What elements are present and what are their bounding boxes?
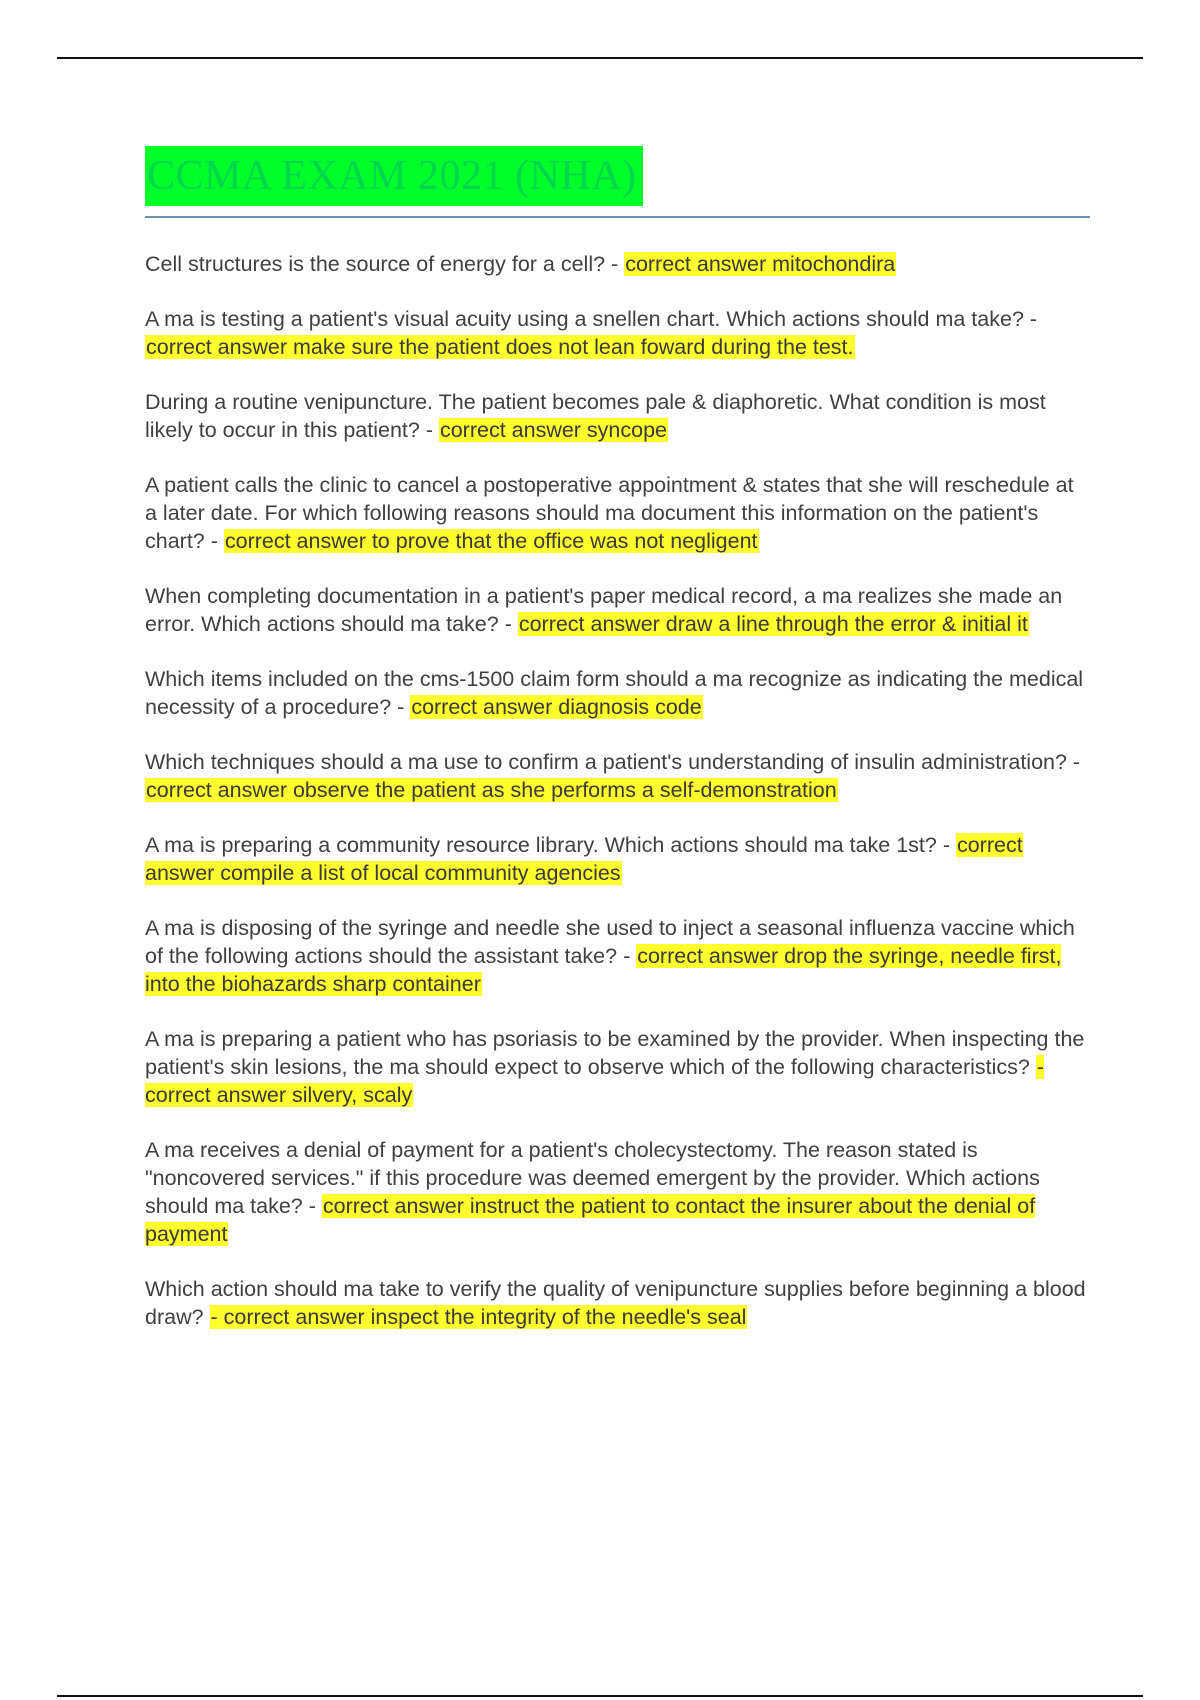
qa-item [145, 1136, 1090, 1248]
qa-item [145, 665, 1090, 721]
qa-item [145, 582, 1090, 638]
answer-highlight: - correct answer inspect the integrity of the needle's seal [210, 1305, 747, 1329]
question-text: Which techniques should a ma use to confirm a patient's understanding of insulin administration? - [145, 750, 1081, 774]
document-title: CCMA EXAM 2021 (NHA) [145, 146, 643, 206]
question-text: Which action should ma take to verify the quality of venipuncture supplies before beginning a blood draw? [145, 1277, 1086, 1329]
answer-highlight: - correct answer silvery, scaly [145, 1055, 1045, 1107]
qa-item [145, 305, 1090, 361]
title-block [145, 146, 1090, 218]
qa-item [145, 1025, 1090, 1109]
qa-item [145, 471, 1090, 555]
answer-highlight: correct answer compile a list of local community agencies [145, 833, 1023, 885]
qa-item [145, 831, 1090, 887]
page-bottom-rule [57, 1695, 1143, 1697]
answer-highlight: correct answer syncope [439, 418, 668, 442]
qa-item [145, 914, 1090, 998]
question-text: Cell structures is the source of energy for a cell? - [145, 252, 625, 276]
question-text: A ma receives a denial of payment for a patient's cholecystectomy. The reason stated is "noncovered services." if this procedure was deemed emergent by the provider. Which actions should ma take? - [145, 1138, 1040, 1218]
question-text: During a routine venipuncture. The patient becomes pale & diaphoretic. What condition is most likely to occur in this patient? - [145, 390, 1046, 442]
qa-item [145, 388, 1090, 444]
answer-highlight: correct answer instruct the patient to contact the insurer about the denial of payment [145, 1194, 1036, 1246]
question-text: A ma is preparing a patient who has psoriasis to be examined by the provider. When inspecting the patient's skin lesions, the ma should expect to observe which of the following characteristics? [145, 1027, 1085, 1079]
answer-highlight: correct answer make sure the patient does not lean foward during the test. [146, 335, 854, 359]
page-top-rule [57, 57, 1143, 59]
answer-highlight: correct answer draw a line through the error & initial it [518, 612, 1028, 636]
question-text: Which items included on the cms-1500 claim form should a ma recognize as indicating the medical necessity of a procedure? - [145, 667, 1084, 719]
qa-item [145, 748, 1090, 804]
qa-item [145, 250, 1090, 278]
question-text: A ma is preparing a community resource library. Which actions should ma take 1st? - [145, 833, 956, 857]
question-text: A ma is disposing of the syringe and needle she used to inject a seasonal influenza vaccine which of the following actions should the assistant take? - [145, 916, 1075, 968]
qa-list [145, 250, 1090, 1331]
answer-highlight: correct answer mitochondira [625, 252, 896, 276]
question-text: A ma is testing a patient's visual acuity using a snellen chart. Which actions should ma take? - [145, 307, 1038, 331]
qa-item [145, 1275, 1090, 1331]
answer-highlight: correct answer to prove that the office was not negligent [224, 529, 758, 553]
document-body [145, 146, 1090, 1358]
question-text: A patient calls the clinic to cancel a postoperative appointment & states that she will reschedule at a later date. For which following reasons should ma document this information on the patient's chart? - [145, 473, 1074, 553]
answer-highlight: correct answer diagnosis code [411, 695, 702, 719]
answer-highlight: correct answer observe the patient as she performs a self-demonstration [146, 778, 837, 802]
answer-highlight: correct answer drop the syringe, needle first, into the biohazards sharp container [145, 944, 1062, 996]
question-text: When completing documentation in a patient's paper medical record, a ma realizes she made an error. Which actions should ma take? - [145, 584, 1063, 636]
